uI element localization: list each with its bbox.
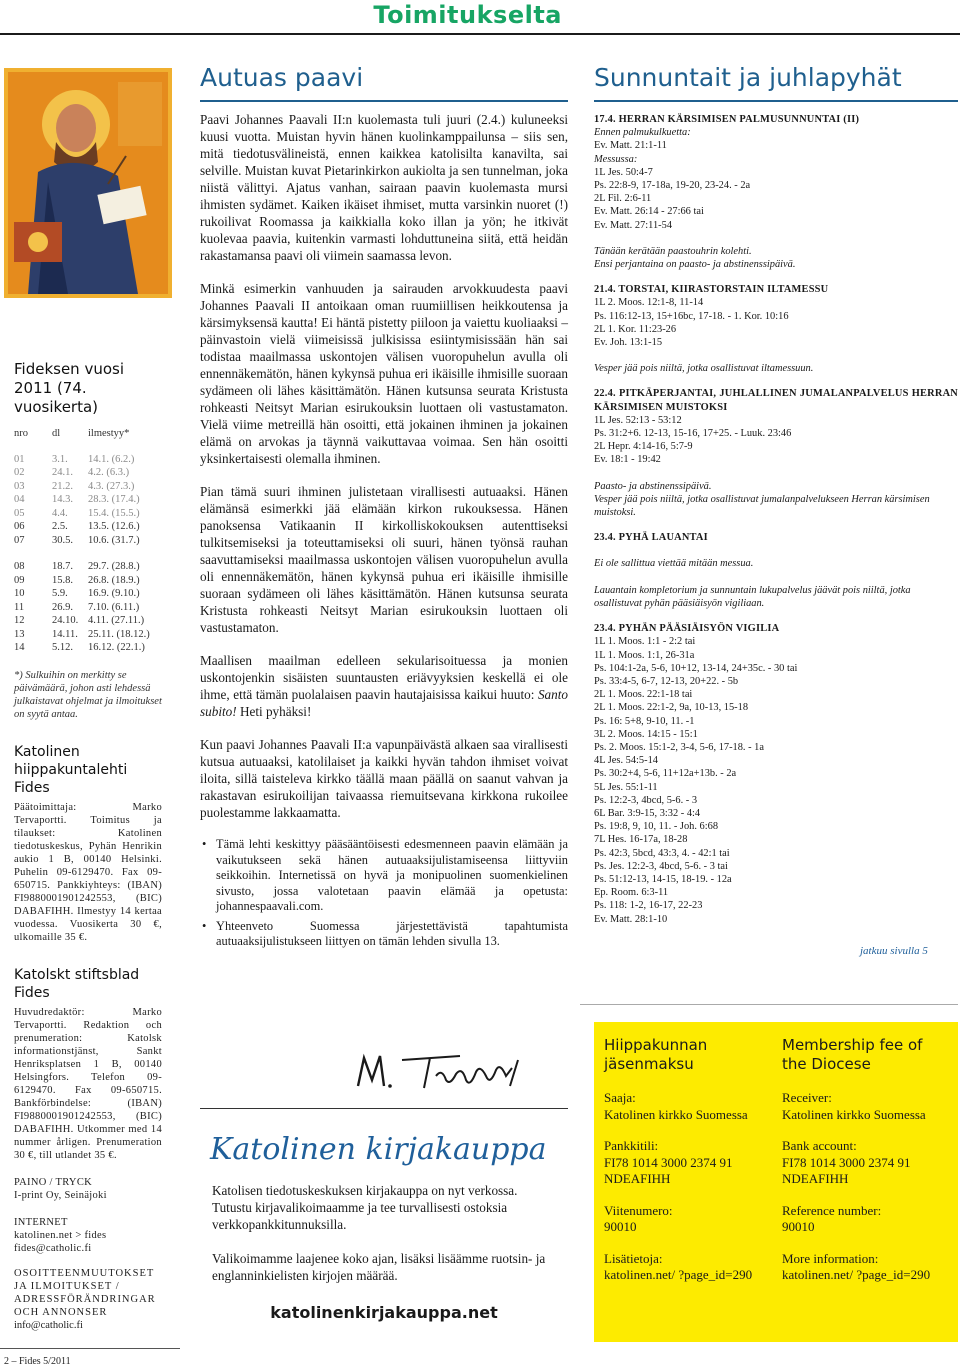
table-cell: 18.7. bbox=[52, 561, 73, 572]
table-cell: 30.5. bbox=[52, 534, 73, 546]
bookshop-paragraph: Valikoimamme laajenee koko ajan, lisäksi lisäämme ruotsin- ja englanninkielisten kirjojen määrää. bbox=[212, 1251, 546, 1283]
reading-note: Tänään kerätään paastouhrin kolehti. bbox=[594, 245, 752, 257]
info-link[interactable]: katolinen.net/ ?page_id=290 bbox=[782, 1267, 931, 1282]
membership-fi-info bbox=[604, 1251, 772, 1284]
reading-heading: 22.4. PITKÄPERJANTAI, JUHLALLINEN JUMALANPALVELUS HERRAN KÄRSIMISEN MUISTOKSI bbox=[594, 388, 958, 413]
reading-line: Ev. Matt. 27:11-54 bbox=[594, 219, 673, 231]
table-cell: 4.11. (27.11.) bbox=[88, 615, 145, 626]
reading-line: Ennen palmukulkuetta: bbox=[594, 127, 691, 139]
table-row bbox=[14, 587, 162, 601]
reading-line: 1L 2. Moos. 12:1-8, 11-14 bbox=[594, 297, 704, 309]
table-row bbox=[14, 466, 162, 480]
table-cell: 7.10. (6.11.) bbox=[88, 601, 140, 613]
internet-link[interactable]: katolinen.net > fides bbox=[14, 1229, 107, 1241]
table-row bbox=[14, 628, 162, 642]
reading-block bbox=[594, 113, 958, 271]
reading-line: Ps. 33:4-5, 6-7, 12-13, 20+22. - 5b bbox=[594, 675, 739, 687]
membership-en-title: Membership fee of the Diocese bbox=[782, 1036, 923, 1073]
section-header bbox=[0, 0, 960, 34]
field-value: FI78 1014 3000 2374 91 NDEAFIHH bbox=[782, 1154, 911, 1186]
email-link[interactable]: fides@catholic.fi bbox=[14, 1242, 92, 1254]
membership-fi-reference bbox=[604, 1203, 772, 1236]
fi-paper-info: Päätoimittaja: Marko Tervaportti. Toimitus ja tilaukset: Katolinen tiedotuskeskus, Pyhän Henrikin aukio 1 B, 00140 Helsinki. Puhelin 09-6129470. Fax 09-650715. Pankkiyhteys: (IBAN) FI9880001901242553, (BIC) DABAFIHH. Ilmestyy 14 kertaa vuodessa. Vuosikerta 30 €, ulkomaille 35 €. bbox=[14, 801, 162, 943]
page-footer: 2 – Fides 5/2011 bbox=[4, 1356, 71, 1367]
reading-line: Ps. Jes. 12:2-3, 4bcd, 5-6. - 3 tai bbox=[594, 860, 728, 872]
reading-line: Ps. 116:12-13, 15+16bc, 17-18. - 1. Kor. 10:16 bbox=[594, 310, 789, 322]
print-label: PAINO / TRYCK bbox=[14, 1176, 93, 1188]
bookshop-title: Katolinen kirjakauppa bbox=[210, 1132, 547, 1167]
table-cell: 13.5. (12.6.) bbox=[88, 521, 140, 532]
reading-line: Ps. 30:2+4, 5-6, 11+12a+13b. - 2a bbox=[594, 768, 737, 780]
table-row bbox=[14, 534, 162, 548]
table-cell: 5.12. bbox=[52, 642, 73, 653]
table-cell: 3.1. bbox=[52, 453, 68, 465]
field-label: Bank account: bbox=[782, 1138, 857, 1153]
membership-en-reference bbox=[782, 1203, 950, 1236]
table-header-cell: dl bbox=[52, 428, 61, 439]
internet-info bbox=[14, 1216, 162, 1255]
table-cell: 14.1. (6.2.) bbox=[88, 453, 135, 465]
reading-line: 6L Bar. 3:9-15, 3:32 - 4:4 bbox=[594, 807, 701, 819]
membership-fi-account bbox=[604, 1138, 772, 1188]
table-cell: 02 bbox=[14, 467, 25, 478]
reading-line: 1L 1. Moos. 1:1 - 2:2 tai bbox=[594, 636, 696, 648]
field-value: Katolinen kirkko Suomessa bbox=[604, 1106, 748, 1122]
field-label: Receiver: bbox=[782, 1090, 832, 1105]
reading-line: Ps. 22:8-9, 17-18a, 19-20, 23-24. - 2a bbox=[594, 180, 751, 192]
table-cell: 08 bbox=[14, 561, 25, 572]
field-value: FI78 1014 3000 2374 91 NDEAFIHH bbox=[604, 1154, 733, 1186]
footer-rule bbox=[0, 1348, 180, 1349]
table-cell: 4.2. (6.3.) bbox=[88, 467, 130, 478]
table-header-cell: nro bbox=[14, 428, 28, 439]
bookshop-rule bbox=[200, 1108, 568, 1109]
schedule-footnote: *) Sulkuihin on merkitty se päivämäärä, johon asti lehdessä julkaistavat ohjelmat ja ilmoitukset on syytä antaa. bbox=[14, 669, 162, 720]
table-cell: 16.12. (22.1.) bbox=[88, 642, 145, 653]
reading-line: 3L 2. Moos. 14:15 - 15:1 bbox=[594, 728, 698, 740]
bookshop-link[interactable]: katolinenkirjakauppa.net bbox=[270, 1303, 498, 1322]
fides-year-title: Fideksen vuosi 2011 (74. vuosikerta) bbox=[14, 360, 125, 416]
reading-heading: 23.4. PYHÄ LAUANTAI bbox=[594, 532, 708, 544]
section-title: Toimitukselta bbox=[373, 1, 562, 29]
table-cell: 14.3. bbox=[52, 494, 73, 505]
reading-heading: 17.4. HERRAN KÄRSIMISEN PALMUSUNNUNTAI (II) bbox=[594, 114, 860, 125]
table-row bbox=[14, 614, 162, 628]
table-row bbox=[14, 560, 162, 574]
reading-line: 2L 1. Kor. 11:23-26 bbox=[594, 323, 677, 335]
reading-line: 2L 1. Moos. 22:1-2, 9a, 10-13, 15-18 bbox=[594, 702, 749, 714]
table-cell: 13 bbox=[14, 628, 25, 640]
table-cell: 04 bbox=[14, 494, 25, 505]
editorial-column bbox=[200, 62, 568, 954]
reading-line: Ps. 12:2-3, 4bcd, 5-6. - 3 bbox=[594, 794, 698, 806]
table-cell: 15.4. (15.5.) bbox=[88, 507, 140, 519]
readings-bottom-rule bbox=[580, 1004, 958, 1005]
table-row bbox=[14, 520, 162, 534]
readings-column bbox=[594, 62, 958, 938]
field-label: Saaja: bbox=[604, 1090, 636, 1105]
editorial-notes-list bbox=[212, 837, 568, 950]
editorial-paragraph: Pian tämä suuri ihminen julistetaan virallisesti autuaaksi. Hänen elämänsä esimerkki jää elämään kirkon rukouksessa. Hänen panoksensa Vatikaanin II kirkolliskokouksen autenttiseksi tulkitsemiseksi ja toteuttamiseksi oli suuri, hänen työnsä rauhan saavuttamiseksi maailmassa uskontojen välisen vuoropuhelun avulla oli ennennäkemätön, hänen kykynsä puhua eri ikäisille ihmisille suoraan sydämeen oli lähes käsittämätön. Hänen kutsunsa seurata Kristusta rohkeasti Neitsyt Marian esirukouksin luottaen oli vastustamaton. bbox=[200, 484, 568, 635]
reading-block bbox=[594, 622, 958, 926]
reading-line: Ev. Matt. 21:1-11 bbox=[594, 140, 667, 152]
reading-line: 2L 1. Moos. 22:1-18 tai bbox=[594, 689, 693, 701]
reading-line: 1L Jes. 52:13 - 53:12 bbox=[594, 414, 682, 426]
table-cell: 24.1. bbox=[52, 467, 73, 478]
table-cell: 10.6. (31.7.) bbox=[88, 534, 140, 546]
reading-line: 1L Jes. 50:4-7 bbox=[594, 166, 653, 178]
saint-icon bbox=[8, 72, 168, 294]
field-label: Lisätietoja: bbox=[604, 1250, 663, 1266]
table-row bbox=[14, 574, 162, 588]
table-cell: 28.3. (17.4.) bbox=[88, 494, 140, 505]
fi-paper-title: Katolinen hiippakuntalehti Fides bbox=[14, 743, 128, 796]
reading-line: Ps. 42:3, 5bcd, 43:3, 4. - 42:1 tai bbox=[594, 847, 730, 859]
editorial-paragraph bbox=[200, 652, 568, 720]
print-house: I-print Oy, Seinäjoki bbox=[14, 1189, 107, 1201]
reading-note: Vesper jää pois niiltä, jotka osallistuvat iltamessuun. bbox=[594, 363, 814, 375]
table-header-row bbox=[14, 427, 162, 441]
membership-fee-box bbox=[594, 1022, 958, 1342]
reading-note: Ensi perjantaina on paasto- ja abstinenssipäivä. bbox=[594, 259, 796, 271]
reading-line: Messussa: bbox=[594, 153, 638, 165]
table-cell: 2.5. bbox=[52, 521, 68, 532]
publication-schedule-table bbox=[14, 427, 162, 655]
table-cell: 25.11. (18.12.) bbox=[88, 628, 150, 640]
sv-paper-info: Huvudredaktör: Marko Tervaportti. Redaktion och prenumeration: Katolsk informationstjänst, Sankt Henriksplatsen 1 B, 00140 Helsingfors. Telefon 09-6129470. Fax 09-650715. Bankförbindelse: (IBAN) FI9880001901242553, (BIC) DABAFIHH. Utkommer med 14 nummer årligen. Prenumeration 30 €, till utlandet 35 €. bbox=[14, 1006, 162, 1161]
table-row bbox=[14, 507, 162, 521]
reading-line: 2L Hepr. 4:14-16, 5:7-9 bbox=[594, 441, 693, 453]
reading-heading: 23.4. PYHÄN PÄÄSIÄISYÖN VIGILIA bbox=[594, 623, 780, 635]
table-cell: 26.9. bbox=[52, 601, 73, 613]
reading-line: Ps. 51:12-13, 14-15, 18-19. - 12a bbox=[594, 873, 732, 885]
editor-signature bbox=[350, 1046, 540, 1094]
address-email-link[interactable]: info@catholic.fi bbox=[14, 1319, 83, 1331]
field-label: Viitenumero: bbox=[604, 1202, 673, 1218]
reading-line: Ev. Matt. 26:14 - 27:66 tai bbox=[594, 206, 704, 218]
table-row bbox=[14, 601, 162, 615]
table-cell: 05 bbox=[14, 507, 25, 519]
bookshop-body bbox=[212, 1182, 556, 1301]
table-gap bbox=[14, 547, 162, 560]
editorial-body bbox=[200, 111, 568, 950]
table-cell: 14.11. bbox=[52, 628, 78, 640]
field-value: 90010 bbox=[604, 1219, 637, 1234]
table-row bbox=[14, 453, 162, 467]
table-cell: 24.10. bbox=[52, 615, 79, 626]
table-cell: 07 bbox=[14, 534, 25, 546]
table-row bbox=[14, 641, 162, 655]
reading-block bbox=[594, 531, 958, 610]
reading-line: 5L Jes. 55:1-11 bbox=[594, 781, 658, 793]
reading-line: 2L Fil. 2:6-11 bbox=[594, 193, 652, 205]
reading-line: Ps. 16: 5+8, 9-10, 11. -1 bbox=[594, 715, 695, 727]
membership-fi-title: Hiippakunnan jäsenmaksu bbox=[604, 1036, 708, 1073]
table-cell: 16.9. (9.10.) bbox=[88, 588, 140, 599]
readings-rule bbox=[594, 100, 958, 102]
reading-line: Ev. 18:1 - 19:42 bbox=[594, 454, 661, 466]
membership-en bbox=[782, 1036, 950, 1299]
reading-line: Ev. Joh. 13:1-15 bbox=[594, 337, 663, 349]
reading-heading: 21.4. TORSTAI, KIIRASTORSTAIN ILTAMESSU bbox=[594, 284, 829, 296]
editorial-text: Maallisen maailman edelleen sekularisoituessa ja monien uskontojenkin sisäisten suuntausten eriävyyksien keskellä ei ole ihme, että tämän puolalaisen paavin hautajaisissa kaikui huuto: bbox=[200, 653, 568, 702]
reading-line: Ps. 31:2+6. 12-13, 15-16, 17+25. - Luuk. 23:46 bbox=[594, 428, 792, 440]
table-cell: 26.8. (18.9.) bbox=[88, 574, 140, 586]
editorial-paragraph: Kun paavi Johannes Paavali II:a vapunpäivästä alkaen saa virallisesti kutsua autuaaksi, katolilaiset ja kaikki hyvän tahdon ihmiset voivat iloita, sillä taisteleva kirkko täällä maan päällä on saanut vahvan ja rakastavan esirukoilijan taivaassa riemuitsevana kirkkona rukoilee puolestamme lakkaamatta. bbox=[200, 737, 568, 820]
membership-en-account bbox=[782, 1138, 950, 1188]
table-cell: 21.2. bbox=[52, 480, 73, 492]
field-label: Pankkitili: bbox=[604, 1138, 659, 1153]
fides-info-column bbox=[14, 360, 162, 1332]
field-label: More information: bbox=[782, 1250, 879, 1266]
table-cell: 5.9. bbox=[52, 588, 68, 599]
address-change-info bbox=[14, 1267, 162, 1332]
continued-link[interactable]: jatkuu sivulla 5 bbox=[860, 945, 928, 957]
table-cell: 29.7. (28.8.) bbox=[88, 561, 140, 572]
reading-line: 7L Hes. 16-17a, 18-28 bbox=[594, 834, 688, 846]
list-item: • Yhteenveto Suomessa järjestettävistä tapahtumista autuaaksijulistukseen liittyen on tämän lehden sivulla 13. bbox=[212, 919, 568, 950]
reading-block bbox=[594, 283, 958, 375]
info-link[interactable]: katolinen.net/ ?page_id=290 bbox=[604, 1267, 753, 1282]
table-cell: 10 bbox=[14, 588, 25, 599]
membership-fi-receiver bbox=[604, 1090, 772, 1123]
membership-en-receiver bbox=[782, 1090, 950, 1123]
bookshop-paragraph: Katolisen tiedotuskeskuksen kirjakauppa on nyt verkossa. Tutustu kirjavalikoimaamme ja tee turvallisesti ostoksia verkkopankkitunnuksilla. bbox=[212, 1183, 518, 1232]
field-value: 90010 bbox=[782, 1219, 815, 1234]
reading-line: 1L 1. Moos. 1:1, 26-31a bbox=[594, 649, 695, 661]
field-label: Reference number: bbox=[782, 1202, 882, 1218]
reading-note: Ei ole sallittua viettää mitään messua. bbox=[594, 558, 754, 570]
editorial-paragraph: Minkä esimerkin vanhuuden ja sairauden arvokkuudesta paavi Johannes Paavali II antoikaan oman ruumiillisen heikkoutensa ja kärsimyksensä kautta! Ei häntä pistetty piiloon ja vaiettu kuoliaaksi – päinvastoin vielä viimeisissä julkisissa esiintymisissään hän sai todistaa maailmassa uskontojen välisen vuoropuhelun avulla oli ennennäkemätön, hänen kykynsä puhua eri ikäisille ihmisille suoraan sydämeen oli lähes käsittämätön. Hänen kutsunsa seurata Kristusta rohkeasti Neitsyt Marian esirukouksin luottaen oli vastustamaton. Vielä viime metreillä hän osoitti, että jokainen ihminen ja jokainen elämä on arvokas ja täynnä vaikuttavaa voimaa. Sen hän osoitti yksinkertaisesti olemalla ihminen. bbox=[200, 281, 568, 466]
sv-paper-title: Katolskt stiftsblad Fides bbox=[14, 966, 140, 1001]
reading-line: Ep. Room. 6:3-11 bbox=[594, 887, 669, 899]
readings-title: Sunnuntait ja juhlapyhät bbox=[594, 63, 902, 92]
reading-line: Ps. 104:1-2a, 5-6, 10+12, 13-14, 24+35c. - 30 tai bbox=[594, 662, 798, 674]
table-cell: 03 bbox=[14, 480, 25, 492]
readings-list bbox=[594, 113, 958, 926]
table-cell: 15.8. bbox=[52, 574, 73, 586]
table-row bbox=[14, 480, 162, 494]
reading-line: Ps. 118: 1-2, 16-17, 22-23 bbox=[594, 900, 703, 912]
table-cell: 14 bbox=[14, 642, 25, 653]
list-item: • Tämä lehti keskittyy pääsääntöisesti edesmenneen paavin elämään ja vaikutukseen sekä hänen autuaaksijulistamiseensa liittyviin seikkoihin. Internetissä on hyvä ja monipuolinen suomenkielinen sivusto, jossa valotetaan paavin elämää ja opetusta: johannespaavali.com. bbox=[212, 837, 568, 915]
print-info bbox=[14, 1176, 162, 1202]
table-cell: 09 bbox=[14, 574, 25, 586]
address-change-label: OSOITTEENMUUTOKSET JA ILMOITUKSET / ADRESSFÖRÄNDRINGAR OCH ANNONSER bbox=[14, 1267, 156, 1318]
reading-line: Ev. Matt. 28:1-10 bbox=[594, 913, 668, 925]
reading-note: Paasto- ja abstinenssipäivä. bbox=[594, 480, 712, 492]
editorial-title: Autuas paavi bbox=[200, 63, 364, 92]
reading-note: Vesper jää pois niiltä, jotka osallistuvat jumalanpalvelukseen Herran kärsimisen muistoksi. bbox=[594, 493, 930, 519]
table-cell: 4.4. bbox=[52, 507, 68, 519]
field-value: Katolinen kirkko Suomessa bbox=[782, 1106, 926, 1122]
table-row bbox=[14, 493, 162, 507]
internet-label: INTERNET bbox=[14, 1216, 68, 1228]
table-cell: 01 bbox=[14, 453, 25, 465]
editorial-paragraph: Paavi Johannes Paavali II:n kuolemasta tuli juuri (2.4.) kuluneeksi kuusi vuotta. Muistan hyvin hänen kuolinkamppailunsa – siis sen, mitä tiedotusvälineistä, ennen kaikkea katolisilta kanavilta, sai selville. Muistan kuvat Pietarinkirkon aukiolta ja sen tunnelman, joka niistä välittyi. Ajatus vanhan, sairaan paavin kuolemasta mursi ihmisten sydämet. Kaiken ikäiset ihmiset, mutta varsinkin nuoret (!) rukoilivat Roomassa ja kaikkialla koko illan ja yön; he itkivät kuolevaa paavia, kuitenkin varmasti lohduttuneina siitä, että heidän rakastamansa paavi oli viimein saamassa levon. bbox=[200, 112, 568, 263]
table-cell: 06 bbox=[14, 521, 25, 532]
reading-line: Ps. 19:8, 9, 10, 11. - Joh. 6:68 bbox=[594, 821, 719, 833]
reading-note: Lauantain kompletorium ja sunnuntain lukupalvelus jäävät pois niiltä, jotka osallistuvat pyhän pääsiäisyön vigiliaan. bbox=[594, 584, 911, 609]
editorial-rule bbox=[200, 100, 568, 102]
table-header-cell: ilmestyy* bbox=[88, 428, 130, 439]
saint-icon-painting bbox=[4, 68, 172, 298]
membership-en-info bbox=[782, 1251, 950, 1284]
reading-line: Ps. 2. Moos. 15:1-2, 3-4, 5-6, 17-18. - 1a bbox=[594, 741, 764, 753]
reading-line: 4L Jes. 54:5-14 bbox=[594, 755, 658, 767]
editorial-italic: Santo subito! bbox=[200, 687, 568, 719]
editorial-text: Heti pyhäksi! bbox=[239, 704, 312, 719]
reading-block bbox=[594, 387, 958, 519]
top-rule bbox=[0, 33, 960, 35]
table-cell: 11 bbox=[14, 601, 25, 613]
table-cell: 12 bbox=[14, 615, 25, 626]
membership-fi bbox=[604, 1036, 772, 1299]
table-cell: 4.3. (27.3.) bbox=[88, 480, 135, 492]
